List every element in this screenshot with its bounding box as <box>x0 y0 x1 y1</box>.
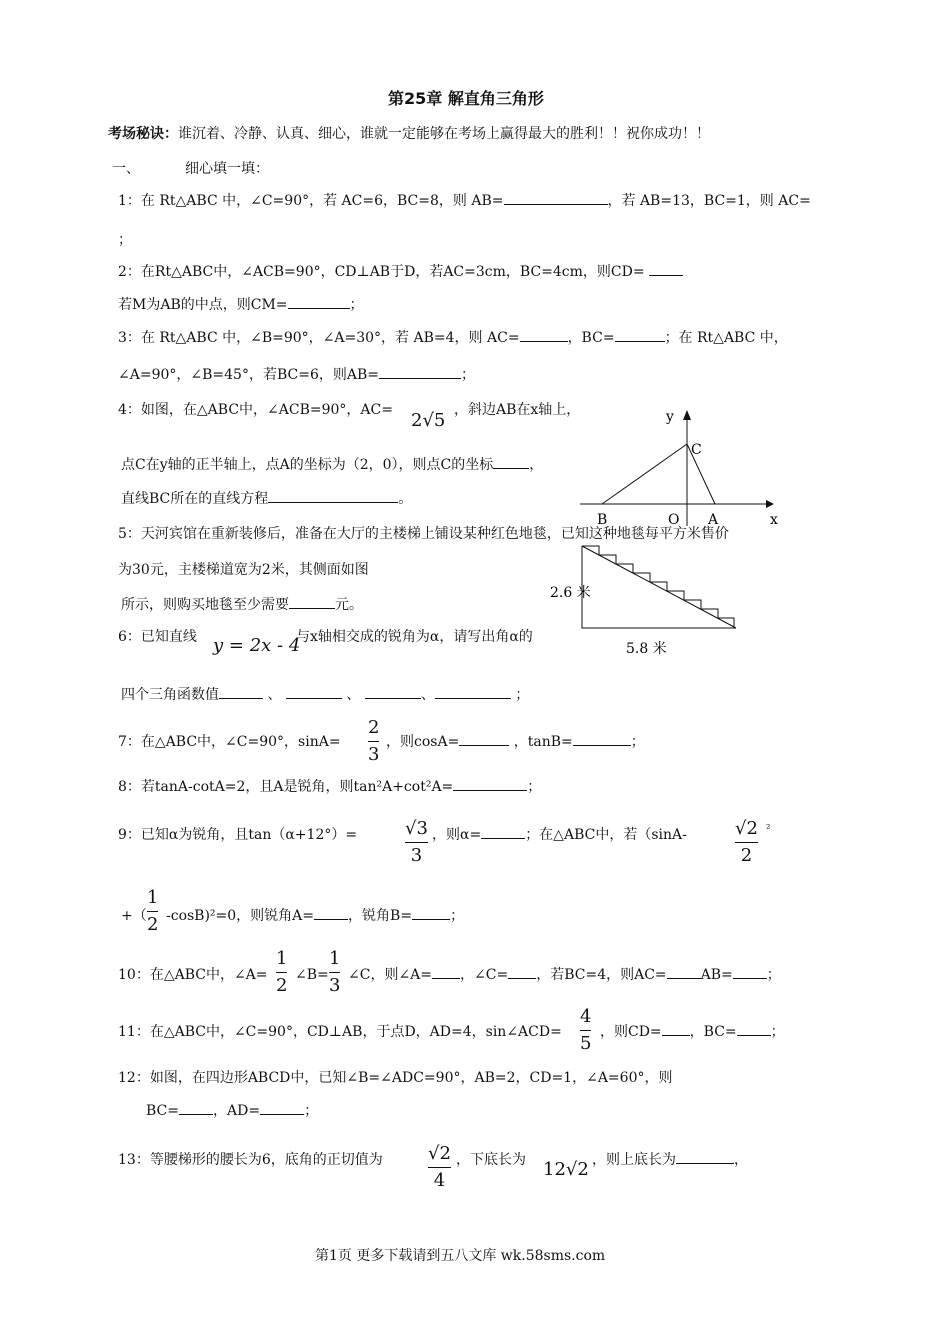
q12-blank-2[interactable] <box>260 1114 304 1115</box>
q6-blank-2[interactable] <box>286 698 342 699</box>
q10-denominator-1: 2 <box>276 975 288 996</box>
q1-end: ； <box>118 232 132 248</box>
q2-blank-1[interactable] <box>649 275 683 276</box>
q10-blank-1[interactable] <box>432 978 460 979</box>
q3-text-a: 3：在 Rt△ABC 中，∠B=90°，∠A=30°，若 AB=4，则 AC= <box>118 330 520 346</box>
question-3-line-1 <box>118 329 788 347</box>
q7-text-c: ，tanB= <box>513 734 573 750</box>
q10-text-a: 10：在△ABC中，∠A= <box>118 967 268 983</box>
q11-text-b: ，则CD= <box>600 1024 662 1040</box>
q9-text-e: -cosB)²=0，则锐角A= <box>166 908 315 924</box>
q9-text-f: ，锐角B= <box>348 908 413 924</box>
question-2-line-2 <box>118 296 364 314</box>
q9-denominator-3: 2 <box>147 914 159 935</box>
q10-text-c: ∠C，则∠A= <box>348 967 433 983</box>
q9-fraction-2 <box>735 818 758 867</box>
q9-numerator-2: √2 <box>735 818 758 839</box>
q6-sep-1: 、 <box>267 687 282 703</box>
q2-blank-2[interactable] <box>288 308 350 309</box>
question-11-rest <box>600 1023 785 1041</box>
side-bc <box>602 444 687 504</box>
q7-blank-2[interactable] <box>573 745 631 746</box>
q13-numerator: √2 <box>428 1143 451 1164</box>
q4-text-a: 4：如图，在△ABC中，∠ACB=90°，AC= <box>118 402 393 418</box>
q6-sep-3: 、 <box>420 687 435 703</box>
q9-fraction-1 <box>405 818 428 867</box>
q3-blank-1[interactable] <box>520 341 568 342</box>
q3-text-d: ∠A=90°，∠B=45°，若BC=6，则AB= <box>118 367 379 383</box>
q11-blank-1[interactable] <box>662 1035 690 1036</box>
q9-blank-1[interactable] <box>481 838 525 839</box>
question-9-line-2 <box>166 907 464 925</box>
q10-text-d: ，∠C= <box>460 967 509 983</box>
tip-text: 谁沉着、冷静、认真、细心，谁就一定能够在考场上赢得最大的胜利！！祝你成功！！ <box>178 126 710 142</box>
question-8 <box>118 778 541 796</box>
q6-text-c: 四个三角函数值 <box>121 687 219 703</box>
q6-sep-2: 、 <box>346 687 361 703</box>
q8-text-a: 8：若tanA-cotA=2，且A是锐角，则tan²A+cot²A= <box>118 779 454 795</box>
q4-text-d: ， <box>529 457 544 473</box>
q1-text-b: ，若 AB=13，BC=1，则 AC= <box>607 193 811 209</box>
q6-line-equation: y = 2x - 4 <box>213 635 301 656</box>
question-3-line-2 <box>118 366 475 384</box>
q5-blank-1[interactable] <box>289 608 335 609</box>
q10-numerator-2: 1 <box>329 948 341 969</box>
q13-math-root: 12√2 <box>543 1159 589 1180</box>
question-12-line-2 <box>146 1102 318 1120</box>
q4-text-e: 直线BC所在的直线方程 <box>121 491 269 507</box>
q12-text-d: ； <box>304 1103 319 1119</box>
q13-denominator: 4 <box>433 1170 446 1191</box>
q13-text-b: ，下底长为 <box>456 1152 526 1168</box>
question-4-line-3 <box>121 490 412 508</box>
q9-text-g: ； <box>450 908 465 924</box>
q6-blank-4[interactable] <box>435 698 511 699</box>
q7-denominator: 3 <box>368 744 380 765</box>
q2-text-b: 若M为AB的中点，则CM= <box>118 297 288 313</box>
q10-text-g: ； <box>766 967 781 983</box>
q8-blank-1[interactable] <box>453 790 527 791</box>
q6-blank-1[interactable] <box>219 698 263 699</box>
q9-text-a: 9：已知α为锐角，且tan（α+12°）= <box>118 827 358 843</box>
q3-blank-2[interactable] <box>615 341 665 342</box>
page-footer: 第1页 更多下载请到五八文库 wk.58sms.com <box>315 1248 606 1264</box>
q11-blank-2[interactable] <box>737 1035 771 1036</box>
q9-blank-3[interactable] <box>412 919 450 920</box>
q3-blank-3[interactable] <box>379 378 461 379</box>
q9-fraction-3 <box>147 887 158 936</box>
q7-blank-1[interactable] <box>459 745 509 746</box>
q9-denominator-1: 3 <box>410 845 423 866</box>
q12-blank-1[interactable] <box>179 1114 213 1115</box>
origin-label: O <box>668 512 680 528</box>
coordinate-triangle-figure <box>570 400 790 530</box>
q2-text-a: 2：在Rt△ABC中，∠ACB=90°，CD⊥AB于D，若AC=3cm，BC=4cm，则CD= <box>118 264 645 280</box>
q9-superscript: ² <box>766 822 771 835</box>
page-title: 第25章 解直角三角形 <box>388 89 544 108</box>
q9-text-d: +（ <box>121 908 147 924</box>
q10-text-f: AB= <box>700 967 733 983</box>
q4-text-f: 。 <box>398 491 413 507</box>
q12-text-a: 12：如图，在四边形ABCD中，已知∠B=∠ADC=90°，AB=2，CD=1，∠A=60°，则 <box>118 1070 673 1086</box>
q7-text-d: ； <box>630 734 645 750</box>
q5-text-d: 元。 <box>335 597 363 613</box>
q2-text-c: ； <box>349 297 364 313</box>
q13-blank-1[interactable] <box>676 1163 734 1164</box>
q10-denominator-2: 3 <box>329 975 341 996</box>
question-9-mid <box>432 826 687 844</box>
q9-text-b: ，则α= <box>432 827 482 843</box>
q11-text-d: ； <box>770 1024 785 1040</box>
q9-denominator-2: 2 <box>740 845 753 866</box>
q6-text-b: 与x轴相交成的锐角为α，请写出角α的 <box>296 629 533 645</box>
q9-blank-2[interactable] <box>314 919 348 920</box>
q8-text-b: ； <box>527 779 542 795</box>
q13-fraction <box>428 1143 451 1192</box>
question-6-line-2 <box>121 686 529 704</box>
question-7-rest <box>386 733 645 751</box>
q10-blank-2[interactable] <box>508 978 536 979</box>
q1-text-a: 1：在 Rt△ABC 中，∠C=90°，若 AC=6，BC=8，则 AB= <box>118 193 504 209</box>
q13-text-a: 13：等腰梯形的腰长为6，底角的正切值为 <box>118 1152 383 1168</box>
point-b-label: B <box>597 512 608 528</box>
tip-label: 考场秘诀： <box>108 126 178 142</box>
q9-numerator-3: 1 <box>147 887 159 908</box>
section-number: 一、 <box>112 161 140 177</box>
question-4-line-2 <box>121 456 543 474</box>
q10-text-e: ，若BC=4，则AC= <box>536 967 667 983</box>
stair-width-label: 5.8 米 <box>626 641 667 657</box>
point-c-label: C <box>691 442 702 458</box>
q5-text-a: 5：天河宾馆在重新装修后，准备在大厅的主楼梯上铺设某种红色地毯，已知这种地毯每平方米售价 <box>118 526 729 542</box>
q4-blank-2[interactable] <box>268 502 398 503</box>
question-13-rest <box>592 1151 748 1169</box>
stair-slope <box>582 546 736 628</box>
q6-end: ； <box>515 687 530 703</box>
x-label: x <box>770 512 778 528</box>
y-label: y <box>666 409 674 425</box>
q6-text-a: 6：已知直线 <box>118 629 197 645</box>
stair-height-label: 2.6 米 <box>550 585 591 601</box>
staircase-figure <box>540 538 750 668</box>
q12-text-b: BC= <box>146 1103 179 1119</box>
q7-text-b: ，则cosA= <box>386 734 460 750</box>
point-a-label: A <box>708 512 719 528</box>
question-1-line-1 <box>118 192 811 210</box>
q5-text-c: 所示，则购买地毯至少需要 <box>121 597 289 613</box>
q5-text-b: 为30元，主楼梯道宽为2米，其侧面如图 <box>118 562 369 578</box>
q12-text-c: ，AD= <box>213 1103 261 1119</box>
q1-blank-1[interactable] <box>504 204 608 205</box>
q6-blank-3[interactable] <box>365 698 421 699</box>
q13-text-d: ， <box>734 1152 748 1168</box>
q13-text-c: ，则上底长为 <box>592 1152 676 1168</box>
y-axis-arrow <box>683 410 691 420</box>
q11-text-a: 11：在△ABC中，∠C=90°，CD⊥AB，于点D，AD=4，sin∠ACD= <box>118 1024 562 1040</box>
q11-denominator: 5 <box>580 1033 592 1054</box>
q4-text-c: 点C在y轴的正半轴上，点A的坐标为（2，0），则点C的坐标 <box>121 457 494 473</box>
q10-numerator-1: 1 <box>276 948 288 969</box>
q11-numerator: 4 <box>580 1006 592 1027</box>
question-5-line-3 <box>121 596 363 614</box>
section-title: 细心填一填： <box>185 161 269 177</box>
q10-fraction-1 <box>276 948 287 997</box>
q3-text-b: ，BC= <box>567 330 615 346</box>
exam-tip <box>108 125 710 143</box>
q11-fraction <box>580 1006 591 1055</box>
q10-blank-3[interactable] <box>667 978 701 979</box>
q10-blank-4[interactable] <box>733 978 767 979</box>
q10-fraction-2 <box>329 948 340 997</box>
q10-text-b: ∠B= <box>295 967 329 983</box>
x-axis-arrow <box>766 500 774 508</box>
q9-text-c: ；在△ABC中，若（sinA- <box>525 827 687 843</box>
question-10-rest <box>348 966 781 984</box>
q3-text-c: ；在 Rt△ABC 中， <box>664 330 788 346</box>
q7-numerator: 2 <box>368 717 380 738</box>
q3-text-e: ； <box>460 367 475 383</box>
q4-text-b: ，斜边AB在x轴上， <box>454 402 581 418</box>
question-2-line-1 <box>118 263 683 281</box>
q7-fraction <box>368 717 379 766</box>
q4-blank-1[interactable] <box>493 468 529 469</box>
q4-math-root: 2√5 <box>411 410 446 431</box>
q7-text-a: 7：在△ABC中，∠C=90°，sinA= <box>118 734 341 750</box>
q11-text-c: ，BC= <box>689 1024 737 1040</box>
q9-numerator-1: √3 <box>405 818 428 839</box>
